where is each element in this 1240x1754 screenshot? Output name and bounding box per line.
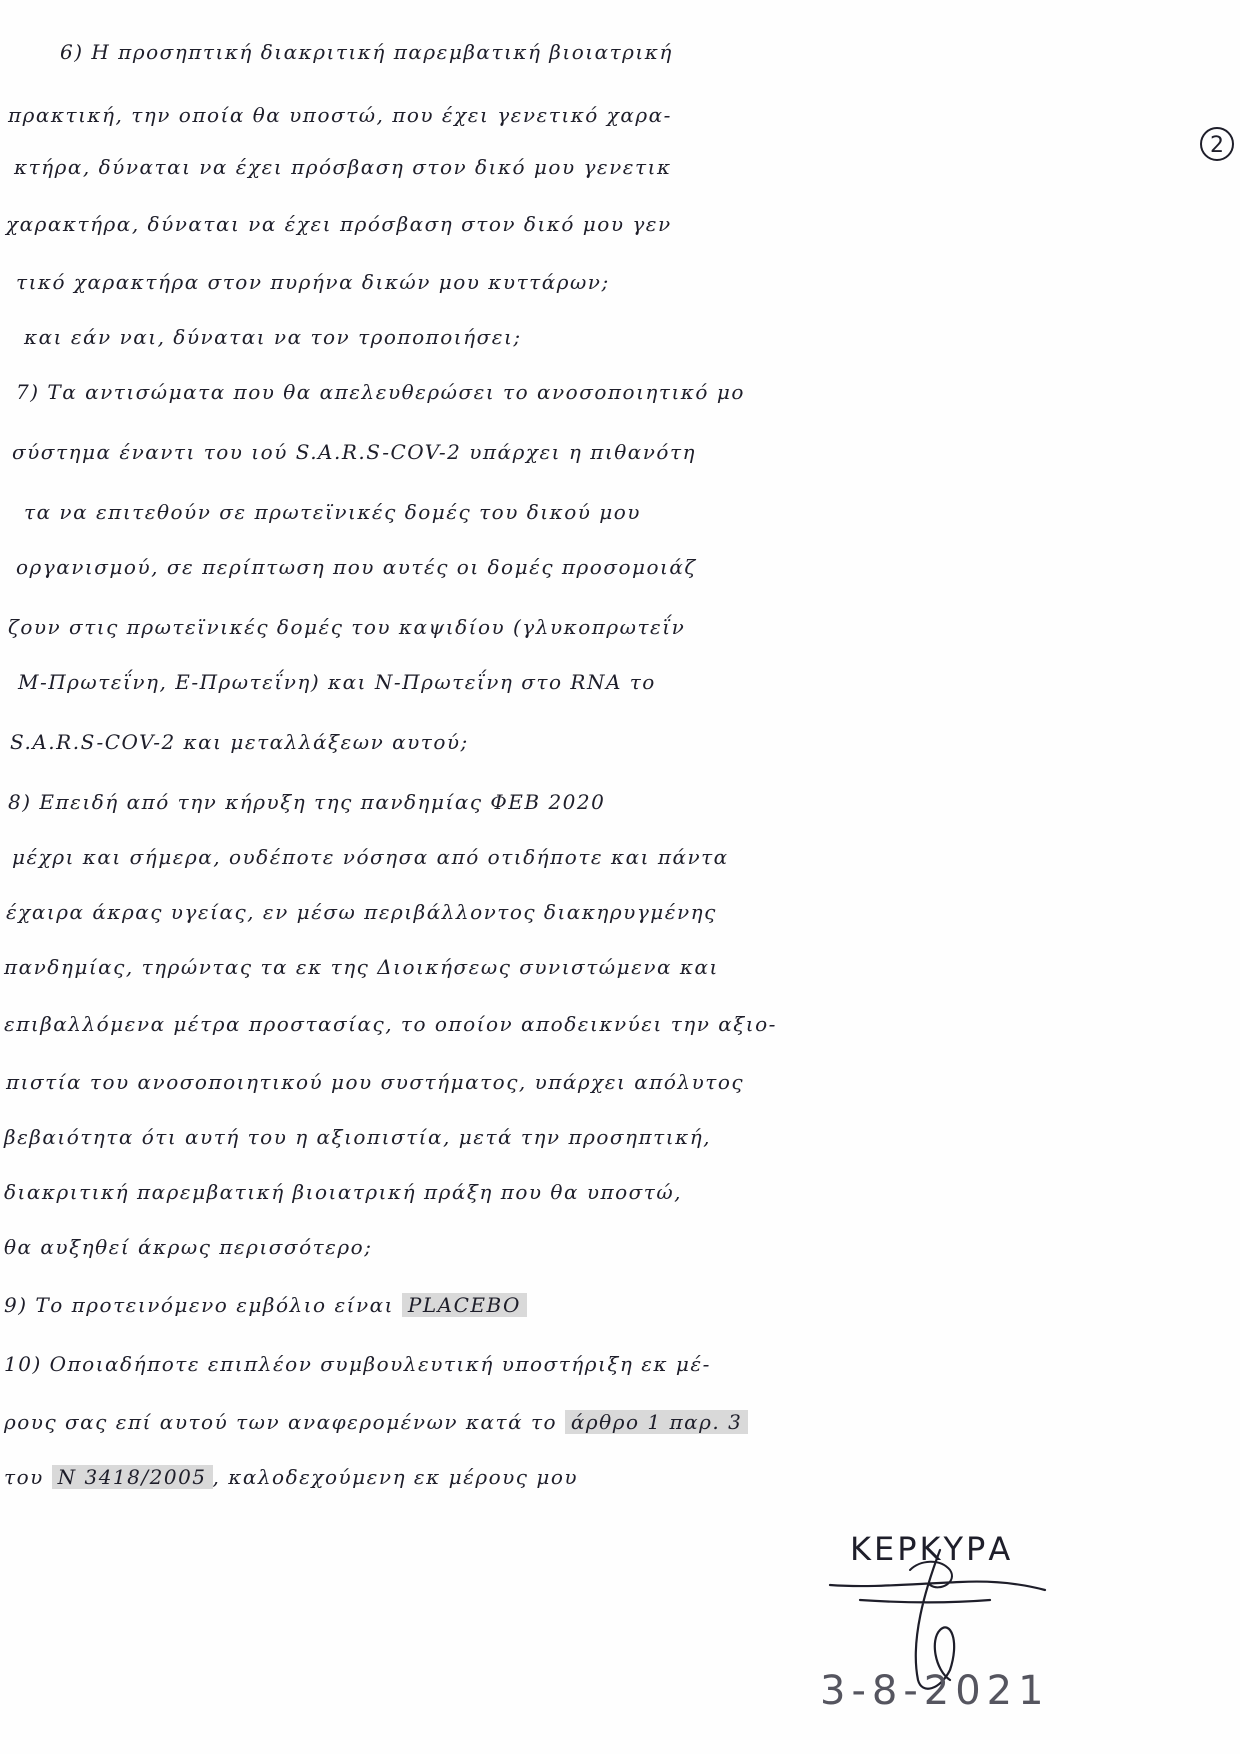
handwritten-line	[60, 40, 1240, 64]
line-text: 6) Η προσηπτική διακριτική παρεμβατική βιοιατρική	[60, 40, 673, 64]
line-text: 10) Οποιαδήποτε επιπλέον συμβουλευτική υποστήριξη εκ μέ-	[4, 1352, 711, 1376]
handwritten-line	[8, 790, 1240, 814]
line-text: επιβαλλόμενα μέτρα προστασίας, το οποίον αποδεικνύει την αξιο-	[4, 1012, 777, 1036]
handwritten-line	[6, 1070, 1240, 1094]
line-text: βεβαιότητα ότι αυτή του η αξιοπιστία, μετά την προσηπτική,	[4, 1125, 712, 1149]
handwritten-line	[4, 955, 1240, 979]
handwritten-line	[4, 1180, 1240, 1204]
handwritten-line	[16, 555, 1240, 579]
line-text: πρακτική, την οποία θα υποστώ, που έχει γενετικό χαρα-	[8, 103, 672, 127]
line-text: 9) Το προτεινόμενο εμβόλιο είναι	[4, 1293, 395, 1317]
line-text: διακριτική παρεμβατική βιοιατρική πράξη που θα υποστώ,	[4, 1180, 683, 1204]
handwritten-line	[16, 270, 1240, 294]
handwritten-line	[4, 1235, 1240, 1259]
highlighted-text: Ν 3418/2005	[52, 1465, 213, 1489]
handwritten-line	[4, 1465, 1240, 1489]
handwritten-line	[14, 155, 1240, 179]
line-text: οργανισμού, σε περίπτωση που αυτές οι δομές προσομοιάζ	[16, 555, 697, 579]
line-text: πανδημίας, τηρώντας τα εκ της Διοικήσεως συνιστώμενα και	[4, 955, 719, 979]
handwritten-line	[6, 212, 1240, 236]
letter-date: 3-8-2021	[820, 1668, 1050, 1714]
line-text: χαρακτήρα, δύναται να έχει πρόσβαση στον δικό μου γεν	[6, 212, 672, 236]
highlighted-text: PLACEBO	[402, 1293, 527, 1317]
page-number-circle: 2	[1200, 127, 1234, 161]
line-text: μέχρι και σήμερα, ουδέποτε νόσησα από οτιδήποτε και πάντα	[12, 845, 729, 869]
handwritten-line	[8, 103, 1240, 127]
line-text: και εάν ναι, δύναται να τον τροποποιήσει;	[24, 325, 522, 349]
line-text: τα να επιτεθούν σε πρωτεϊνικές δομές του δικού μου	[24, 500, 641, 524]
line-text: του	[4, 1465, 52, 1489]
handwritten-line	[4, 1125, 1240, 1149]
handwritten-line	[4, 1352, 1240, 1376]
line-text: 8) Επειδή από την κήρυξη της πανδημίας ΦΕΒ 2020	[8, 790, 606, 814]
handwritten-line	[8, 615, 1240, 639]
handwritten-line	[12, 845, 1240, 869]
handwritten-line	[18, 670, 1240, 694]
handwritten-line	[10, 730, 1240, 754]
handwritten-line	[24, 325, 1240, 349]
handwritten-line	[24, 500, 1240, 524]
line-text: σύστημα έναντι του ιού S.A.R.S-COV-2 υπάρχει η πιθανότη	[12, 440, 696, 464]
signature-place: ΚΕΡΚΥΡΑ	[850, 1530, 1014, 1568]
handwritten-line	[6, 900, 1240, 924]
handwritten-line	[4, 1012, 1240, 1036]
line-text: κτήρα, δύναται να έχει πρόσβαση στον δικό μου γενετικ	[14, 155, 672, 179]
line-text: έχαιρα άκρας υγείας, εν μέσω περιβάλλοντος διακηρυγμένης	[6, 900, 717, 924]
line-text: 7) Τα αντισώματα που θα απελευθερώσει το ανοσοποιητικό μο	[16, 380, 745, 404]
line-text: πιστία του ανοσοποιητικού μου συστήματος, υπάρχει απόλυτος	[6, 1070, 745, 1094]
line-text: τικό χαρακτήρα στον πυρήνα δικών μου κυττάρων;	[16, 270, 610, 294]
handwritten-line	[4, 1293, 1240, 1317]
highlighted-text: άρθρο 1 παρ. 3	[565, 1410, 748, 1434]
line-text: θα αυξηθεί άκρως περισσότερο;	[4, 1235, 373, 1259]
line-text: Μ-Πρωτεΐνη, Ε-Πρωτεΐνη) και Ν-Πρωτεΐνη στο RNA το	[18, 670, 656, 694]
handwritten-line	[12, 440, 1240, 464]
handwritten-line	[4, 1410, 1240, 1434]
line-text: , καλοδεχούμενη εκ μέρους μου	[212, 1465, 579, 1489]
handwritten-line	[16, 380, 1240, 404]
line-text: ρους σας επί αυτού των αναφερομένων κατά το	[4, 1410, 558, 1434]
line-text: ζουν στις πρωτεϊνικές δομές του καψιδίου (γλυκοπρωτεΐν	[8, 615, 686, 639]
line-text: S.A.R.S-COV-2 και μεταλλάξεων αυτού;	[10, 730, 469, 754]
